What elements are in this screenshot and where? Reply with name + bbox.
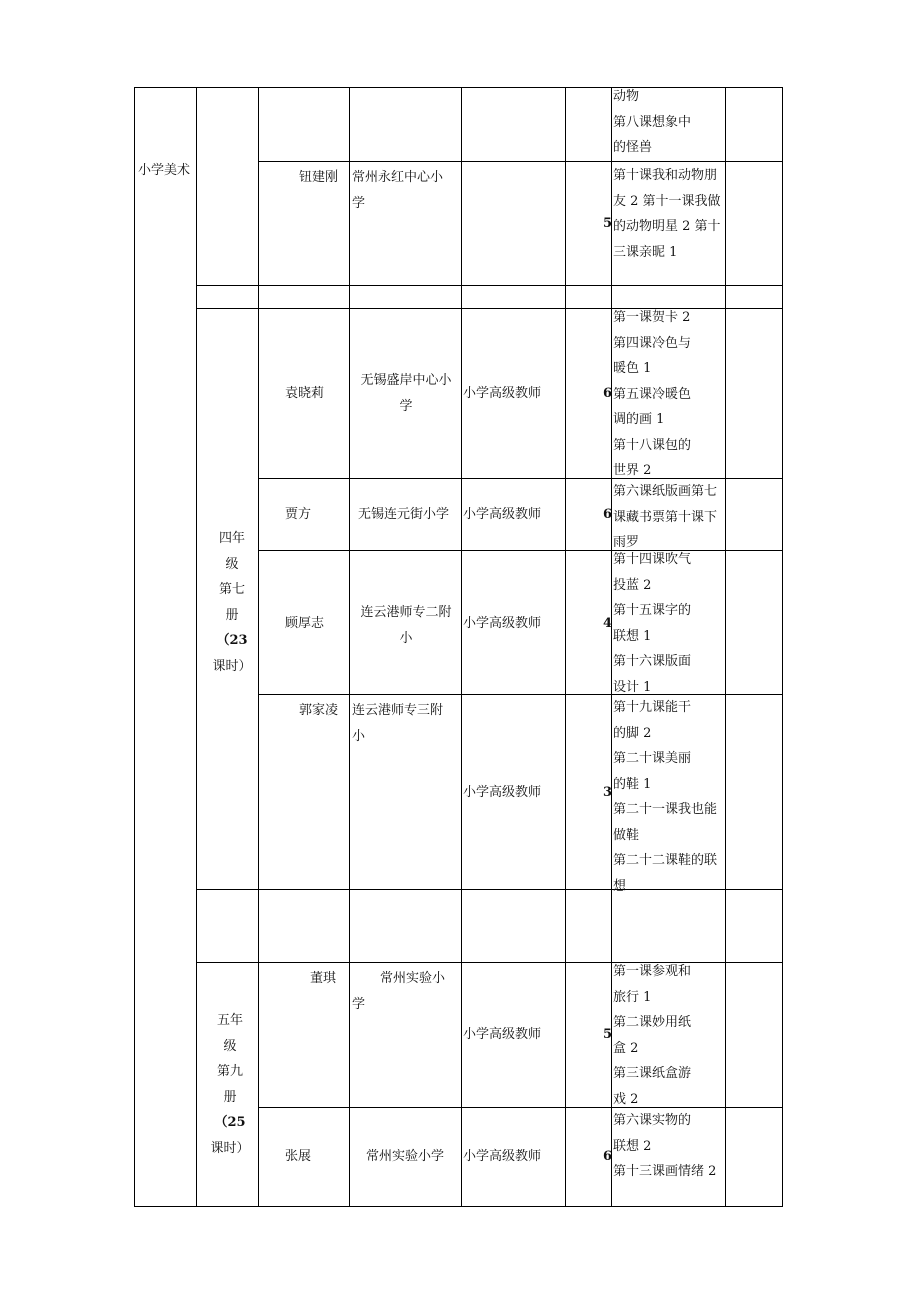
- row-divider: [258, 161, 783, 162]
- lesson-line: 第十九课能干: [613, 700, 692, 715]
- col-divider: [461, 87, 462, 1207]
- lesson-line: 的鞋 1: [613, 776, 652, 792]
- grade-line: 课时）: [210, 1140, 250, 1156]
- hours-value: 4: [603, 616, 613, 631]
- row-divider: [197, 308, 783, 309]
- col-divider: [196, 87, 197, 1207]
- lesson-line: 设计 1: [613, 679, 652, 695]
- lessons-cell: [613, 959, 691, 1112]
- lesson-line: 做鞋: [613, 827, 640, 843]
- teacher-name: 郭家凌: [299, 703, 339, 718]
- teacher-name: 袁晓莉: [285, 386, 325, 401]
- school-line: 连云港师专三附: [352, 703, 444, 718]
- school-name: 常州实验小学: [366, 1149, 445, 1164]
- lesson-line: 戏 2: [613, 1091, 639, 1107]
- lesson-line: 第二十一课我也能: [613, 802, 718, 817]
- grade4-label: [210, 526, 254, 679]
- lesson-line: 动物: [613, 89, 640, 104]
- school-cell: [355, 600, 457, 651]
- lesson-line: 第六课实物的: [613, 1113, 692, 1128]
- teacher-title: 小学高级教师: [463, 507, 542, 522]
- teacher-name: 董琪: [310, 971, 337, 986]
- col-divider: [565, 87, 566, 1207]
- grade-line: （25: [214, 1115, 246, 1130]
- school-cell: [352, 698, 443, 749]
- lessons-cell: [613, 84, 691, 161]
- col-divider: [258, 87, 259, 1207]
- row-divider: [197, 285, 783, 286]
- lesson-line: 课藏书票第十课下: [613, 509, 718, 525]
- row-divider: [197, 962, 783, 963]
- lessons-cell: [613, 163, 721, 265]
- teacher-title: 小学高级教师: [463, 785, 542, 800]
- school-cell: [358, 368, 454, 419]
- lesson-line: 第十五课字的: [613, 603, 692, 618]
- school-line: 连云港师专二附: [360, 605, 452, 620]
- teacher-name: 贾方: [285, 507, 312, 522]
- lesson-line: 第二十课美丽: [613, 751, 692, 766]
- hours-value: 6: [603, 386, 613, 401]
- school-name: 无锡连元街小学: [358, 507, 450, 522]
- table-border-right: [782, 87, 783, 1207]
- grade-line: （23: [216, 633, 248, 648]
- school-line: 学: [352, 195, 366, 211]
- lesson-line: 第四课冷色与: [613, 335, 692, 351]
- teacher-title: 小学高级教师: [463, 1149, 542, 1164]
- lesson-line: 第五课冷暖色: [613, 386, 692, 402]
- school-line: 常州永红中心小: [352, 170, 444, 185]
- lesson-line: 第六课纸版画第七: [613, 484, 718, 499]
- grade-line: 五年: [216, 1013, 243, 1028]
- lesson-line: 第二课妙用纸: [613, 1015, 692, 1030]
- teacher-name: 钮建刚: [299, 170, 339, 185]
- grade-line: 第七: [218, 582, 245, 597]
- grade-line: 四年: [218, 531, 245, 546]
- teacher-name: 顾厚志: [285, 616, 325, 631]
- table-border-left: [134, 87, 135, 1207]
- hours-value: 6: [603, 1149, 613, 1164]
- lesson-line: 第十三课画情绪 2: [613, 1164, 717, 1179]
- lesson-line: 世界 2: [613, 463, 652, 478]
- hours-value: 6: [603, 507, 613, 522]
- hours-value: 5: [603, 1027, 613, 1042]
- lessons-cell: [613, 547, 691, 700]
- hours-value: 5: [603, 216, 613, 231]
- school-cell: [352, 165, 443, 216]
- lesson-line: 第八课想象中: [613, 114, 692, 130]
- school-line: 常州实验小: [380, 971, 446, 986]
- lesson-line: 第二十二课鞋的联: [613, 853, 718, 868]
- lesson-line: 第十四课吹气: [613, 552, 692, 567]
- grade-line: 第九: [216, 1064, 243, 1079]
- lesson-line: 盒 2: [613, 1040, 639, 1056]
- school-line: 学: [352, 996, 366, 1012]
- lesson-line: 第十六课版面: [613, 654, 692, 669]
- grade-line: 册: [223, 1089, 237, 1105]
- lesson-line: 旅行 1: [613, 989, 652, 1005]
- lesson-line: 联想 1: [613, 628, 652, 644]
- grade-line: 册: [225, 607, 239, 623]
- lessons-cell: [613, 1108, 716, 1185]
- lesson-line: 暖色 1: [613, 361, 652, 376]
- lesson-line: 第十八课包的: [613, 437, 692, 453]
- lessons-cell: [613, 479, 717, 556]
- lesson-line: 联想 2: [613, 1138, 652, 1154]
- grade-line: 课时）: [212, 658, 252, 674]
- school-line: 无锡盛岸中心小: [360, 373, 452, 388]
- teacher-title: 小学高级教师: [463, 616, 542, 631]
- teacher-title: 小学高级教师: [463, 386, 542, 401]
- school-line: 小: [352, 728, 366, 744]
- lesson-line: 投蓝 2: [613, 577, 652, 593]
- table-border-bottom: [134, 1206, 783, 1207]
- teacher-name: 张展: [285, 1149, 312, 1164]
- hours-value: 3: [603, 785, 613, 800]
- lesson-line: 想: [613, 878, 627, 894]
- lessons-cell: [613, 695, 717, 899]
- lesson-line: 的动物明星 2 第十: [613, 219, 721, 234]
- lesson-line: 第十课我和动物朋: [613, 168, 718, 183]
- lessons-cell: [613, 305, 691, 484]
- col-divider: [349, 87, 350, 1207]
- lesson-line: 的脚 2: [613, 725, 652, 741]
- lesson-line: 友 2 第十一课我做: [613, 193, 721, 209]
- grade-line: 级: [225, 556, 239, 572]
- grade-line: 级: [223, 1038, 237, 1054]
- school-cell: [352, 966, 445, 1017]
- school-line: 小: [399, 630, 413, 646]
- school-line: 学: [399, 398, 413, 414]
- grade5-label: [206, 1008, 254, 1161]
- lesson-line: 第三课纸盒游: [613, 1066, 692, 1081]
- teacher-title: 小学高级教师: [463, 1027, 542, 1042]
- col-divider: [725, 87, 726, 1207]
- lesson-line: 第一课贺卡 2: [613, 310, 691, 325]
- subject-label: 小学美术: [138, 163, 191, 178]
- lesson-line: 三课亲昵 1: [613, 244, 678, 260]
- lesson-line: 的怪兽: [613, 140, 653, 155]
- lesson-line: 调的画 1: [613, 412, 665, 427]
- lesson-line: 雨罗: [613, 535, 640, 550]
- lesson-line: 第一课参观和: [613, 964, 692, 979]
